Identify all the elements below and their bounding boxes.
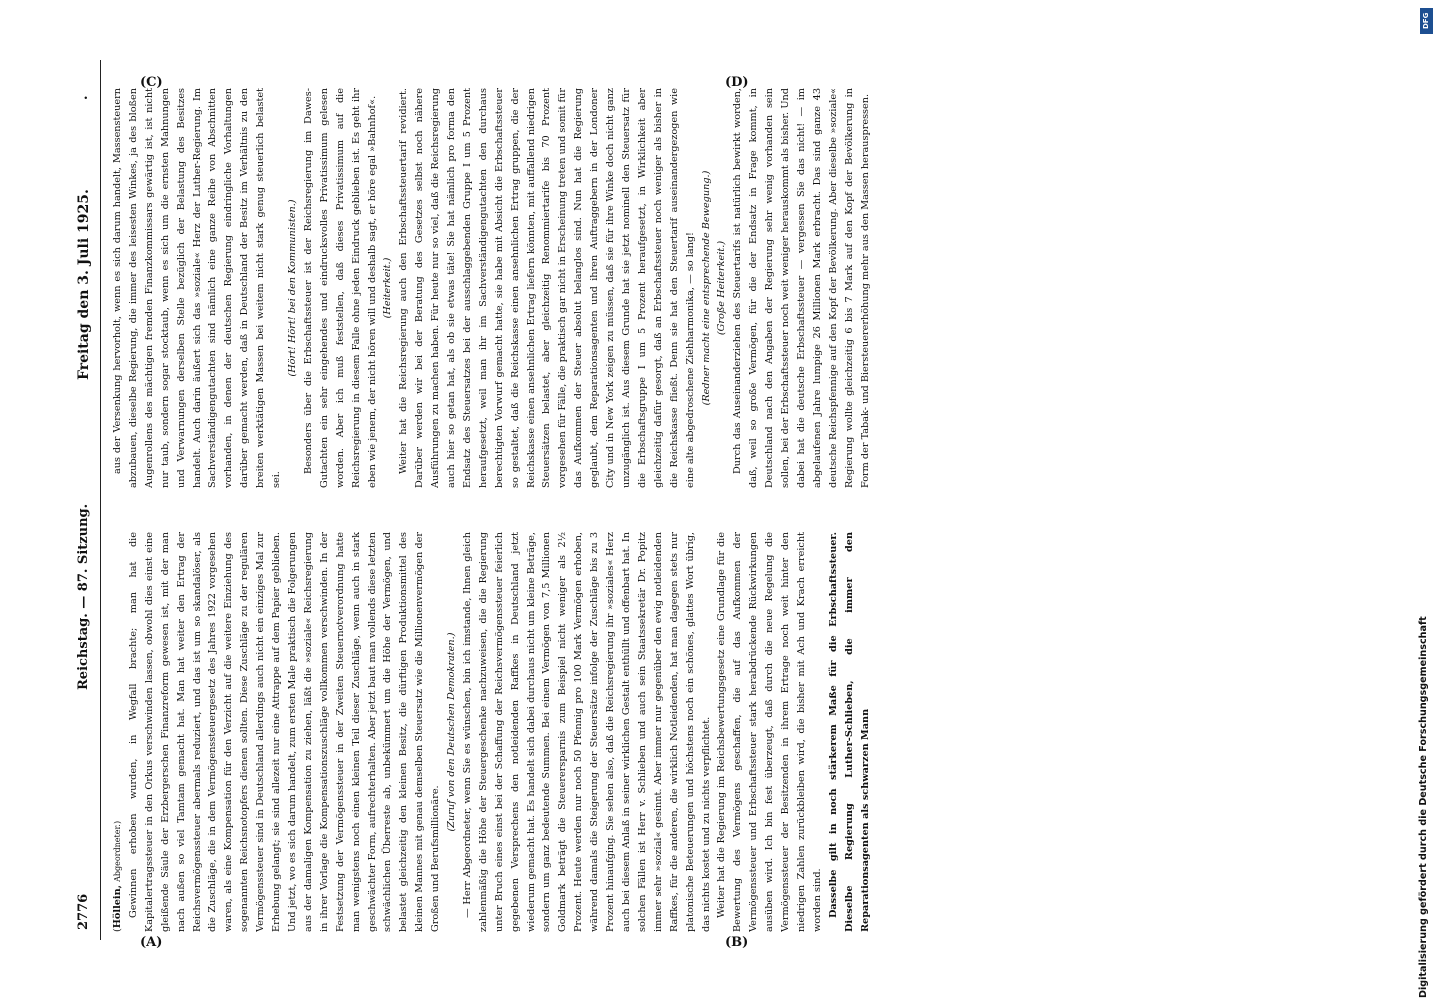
interjection: (Redner macht eine entsprechende Bewegung.) [700, 170, 712, 406]
paragraph: Gewinnen erhoben wurden, in Wegfall brachte; man hat die Kapitalertragssteuer in den Orkus verschwinden lassen, obwohl dies einst eine gleißende Säule der Erzbergerschen Finanzreform gewesen ist, mit der man nach außen so viel Tamtam gemacht hat. Man hat weiter den Ertrag der Reichsvermögenssteuer abermals reduziert, und das ist um so skandalöser, als die Zuschläge, die in dem Vermögenssteuergesetz des Jahres 1922 vorgesehen waren, als eine Kompensation für den Verzicht auf die weitere Einziehung des sogenannten Reichsnotopfers dienen sollten. Diese Zuschläge zu der regulären Vermögenssteuer sind in Deutschland allerdings auch nicht ein einziges Mal zur Erhebung gelangt; sie sind allezeit nur eine Attrappe auf dem Papier geblieben. Und jetzt, wo es sich darum handelt, zum ersten Male praktisch die Folgerungen aus der damaligen Kompensation zu ziehen, läßt die »soziale« Reichsregierung in ihrer Vorlage die Kompensationszuschläge vollkommen verschwinden. In der Festsetzung der Vermögenssteuer in der Zweiten Steuernotverordnung hatte man wenigstens noch einen kleinen Teil dieser Zuschläge, wenn auch in stark geschwächter Form, aufrechterhalten. Aber jetzt baut man vollends diese letzten schwächlichen Überreste ab, unbekümmert um die Höhe der Vermögen, und belastet gleichzeitig den kleinen Besitz, die dürftigen Produktionsmittel des kleinen Mannes mit genau demselben Steuersatz wie die Millionenvermögen der Großen und Berufsmillionäre. [127, 532, 442, 932]
speaker-role: Abgeordneter.) [113, 820, 122, 882]
margin-mark-c: (C) [140, 75, 163, 90]
speaker-line: (Höllein, Abgeordneter.) [112, 820, 123, 932]
page-number: 2776 [76, 893, 91, 930]
paragraph: Weiter hat die Regierung im Reichsbewertungsgesetz eine Grundlage für die Bewertung des Vermögens geschaffen, die auf das Aufkommen der Vermögenssteuer und Erbschaftssteuer stark herabdrückende Rückwirkungen ausüben wird. Ich bin fest überzeugt, daß durch die neue Regelung die Vermögenssteuer der Besitzenden in ihrem Ertrage noch weit hinter den niedrigen Zahlen zurückbleiben wird, die bisher mit Ach und Krach erreicht worden sind. [716, 532, 823, 932]
right-column [110, 88, 1350, 488]
paragraph: Besonders über die Erbschaftssteuer ist der Reichsregierung im Dawes-Gutachten ein sehr eingehendes und eindrucksvolles Privatissimum gelesen worden. Aber ich muß feststellen, daß dieses Privatissimum auf die Reichsregierung in diesem Falle ohne jeden Eindruck geblieben ist. Es geht ihr eben wie jenem, der nicht hören will und deshalb sagt, er höre egal »Bahnhof«. [302, 88, 378, 488]
header-dot: . [76, 95, 91, 100]
session-title: Reichstag. — 87. Sitzung. [76, 503, 91, 690]
interjection: (Zuruf von den Deutschen Demokraten.) [446, 632, 458, 832]
paragraph: Weiter hat die Reichsregierung auch den Erbschaftssteuertarif revidiert. Darüber werden wir bei der Beratung des Gesetzes selbst noch nähere Ausführungen zu machen haben. Für heute nur so viel, daß die Reichsregierung auch hier so getan hat, als ob sie etwas täte! Sie hat nämlich pro forma den Endsatz des Steuersatzes bei der ausschlaggebenden Gruppe I um 5 Prozent heraufgesetzt, weil man ihr im Sachverständigengutachten den durchaus berechtigten Vorwurf gemacht hatte, sie habe mit Absicht die Erbschaftssteuer so gestaltet, daß die Reichskasse einen ansehnlichen Ertrag gruppen, die der Reichskasse einen ansehnlichen Ertrag liefern könnten, mit auffallend niedrigen Steuersätzen belastet, aber gleichzeitig Renommiertarife bis 70 Prozent vorgesehen für Fälle, die praktisch gar nicht in Erscheinung treten und somit für das Aufkommen der Steuer absolut belanglos sind. Nun hat die Regierung geglaubt, dem Reparationsagenten und ihren Auftraggebern in der Londoner City und in New York zeigen zu müssen, daß sie für ihre Winke doch nicht ganz unzugänglich ist. Aus diesem Grunde hat sie jetzt nominell den Steuersatz für die Erbschaftsgruppe I um 5 Prozent heraufgesetzt, in Wirklichkeit aber gleichzeitig dafür gesorgt, daß an Erbschaftssteuer noch weniger als bisher in die Reichskasse fließt. Denn sie hat den Steuertarif auseinandergezogen wie eine alte abgedroschene Ziehharmonika, — so lang! [398, 88, 696, 488]
interjection: (Große Heiterkeit.) [716, 240, 728, 336]
interjection: (Heiterkeit.) [382, 257, 394, 319]
interjection: (Hört! Hört! bei den Kommunisten.) [286, 199, 298, 377]
page-header [70, 60, 101, 940]
paragraph: Dasselbe gilt in noch stärkerem Maße für die Erbschaftssteuer. Dieselbe Regierung Luther-Schlieben, die immer den Reparationsagenten als schwarzen Mann [827, 532, 871, 932]
date-line: Freitag den 3. Juli 1925. [76, 189, 92, 380]
side-credit-text: Digitalisierung gefördert durch die Deutsche Forschungsgemeinschaft [1418, 616, 1429, 998]
speaker-name: Höllein, [112, 884, 123, 929]
paragraph: aus der Versenkung hervorholt, wenn es sich darum handelt, Massensteuern abzubauen, dieselbe Regierung, die immer des leisesten Winkes, ja des bloßen Augenrollens des mächtigen fremden Finanzkommissars gewärtig ist, ist nicht nur taub, sondern sogar stocktaub, wenn es sich um die ernsten Mahnungen und Verwarnungen derselben Stelle bezüglich der Belastung des Besitzes handelt. Auch darin äußert sich das »soziale« Herz der Luther-Regierung. Im Sachverständigengutachten sind nämlich eine ganze Reihe von Abschnitten vorhanden, in denen der deutschen Regierung eindringliche Vorhaltungen darüber gemacht werden, daß in Deutschland der Besitz im Verhältnis zu den breiten werktätigen Massen bei weitem nicht stark genug steuerlich belastet sei. [112, 88, 283, 488]
left-column [110, 532, 1350, 932]
side-credit [1416, 8, 1434, 998]
paragraph: — Herr Abgeordneter, wenn Sie es wünschen, bin ich imstande, Ihnen gleich zahlenmäßig die Höhe der Steuergeschenke nachzuweisen, die die Regierung unter Bruch eines einst bei der Schaffung der Reichsvermögenssteuer feierlich gegebenen Versprechens den notleidenden Raffkes in Deutschland jetzt wiederum gemacht hat. Es handelt sich dabei durchaus nicht um kleine Beträge, sondern um ganz bedeutende Summen. Bei einem Vermögen von 7,5 Millionen Goldmark beträgt die Steuerersparnis zum Beispiel nicht weniger als 2½ Prozent. Heute werden nur noch 50 Pfennig pro 100 Mark Vermögen erhoben, während damals die Steigerung der Steuersätze infolge der Zuschläge bis zu 3 Prozent hinaufging. Sie sehen also, daß die Reichsregierung ihr »soziales« Herz auch bei diesem Anlaß in seiner wirklichen Gestalt enthüllt und offenbart hat. In solchen Fällen ist Herr v. Schlieben und auch sein Staatssekretär Dr. Popitz immer sehr »sozial« gesinnt. Aber immer nur gegenüber den ewig notleidenden Raffkes, für die anderen, die wirklich Notleidenden, hat man dagegen stets nur platonische Beteuerungen und höchstens noch ein schönes, glattes Wort übrig, das nichts kostet und zu nichts verpflichtet. [461, 532, 712, 932]
dfg-logo-icon: DFG [1420, 8, 1433, 34]
paragraph: Durch das Auseinanderziehen des Steuertarifs ist natürlich bewirkt worden, daß, weil so große Vermögen, für die der Endsatz in Frage kommt, in Deutschland nach den Angaben der Regierung sehr wenig vorhanden sein sollen, bei der Erbschaftssteuer noch weit weniger herauskommt als bisher. Und dabei hat die deutsche Erbschaftssteuer — vergessen Sie das nicht! — im abgelaufenen Jahre lumpige 26 Millionen Mark erbracht. Das sind ganze 43 deutsche Reichspfennige auf den Kopf der Bevölkerung. Aber dieselbe »soziale« Regierung wollte gleichzeitig 6 bis 7 Mark auf den Kopf der Bevölkerung in Form der Tabak- und Biersteuererhöhung mehr aus den Massen herauspressen. [732, 88, 871, 488]
margin-mark-b: (B) [725, 935, 749, 950]
margin-mark-d: (D) [725, 75, 749, 90]
margin-mark-a: (A) [140, 935, 163, 950]
rotated-page-content [70, 60, 1360, 940]
